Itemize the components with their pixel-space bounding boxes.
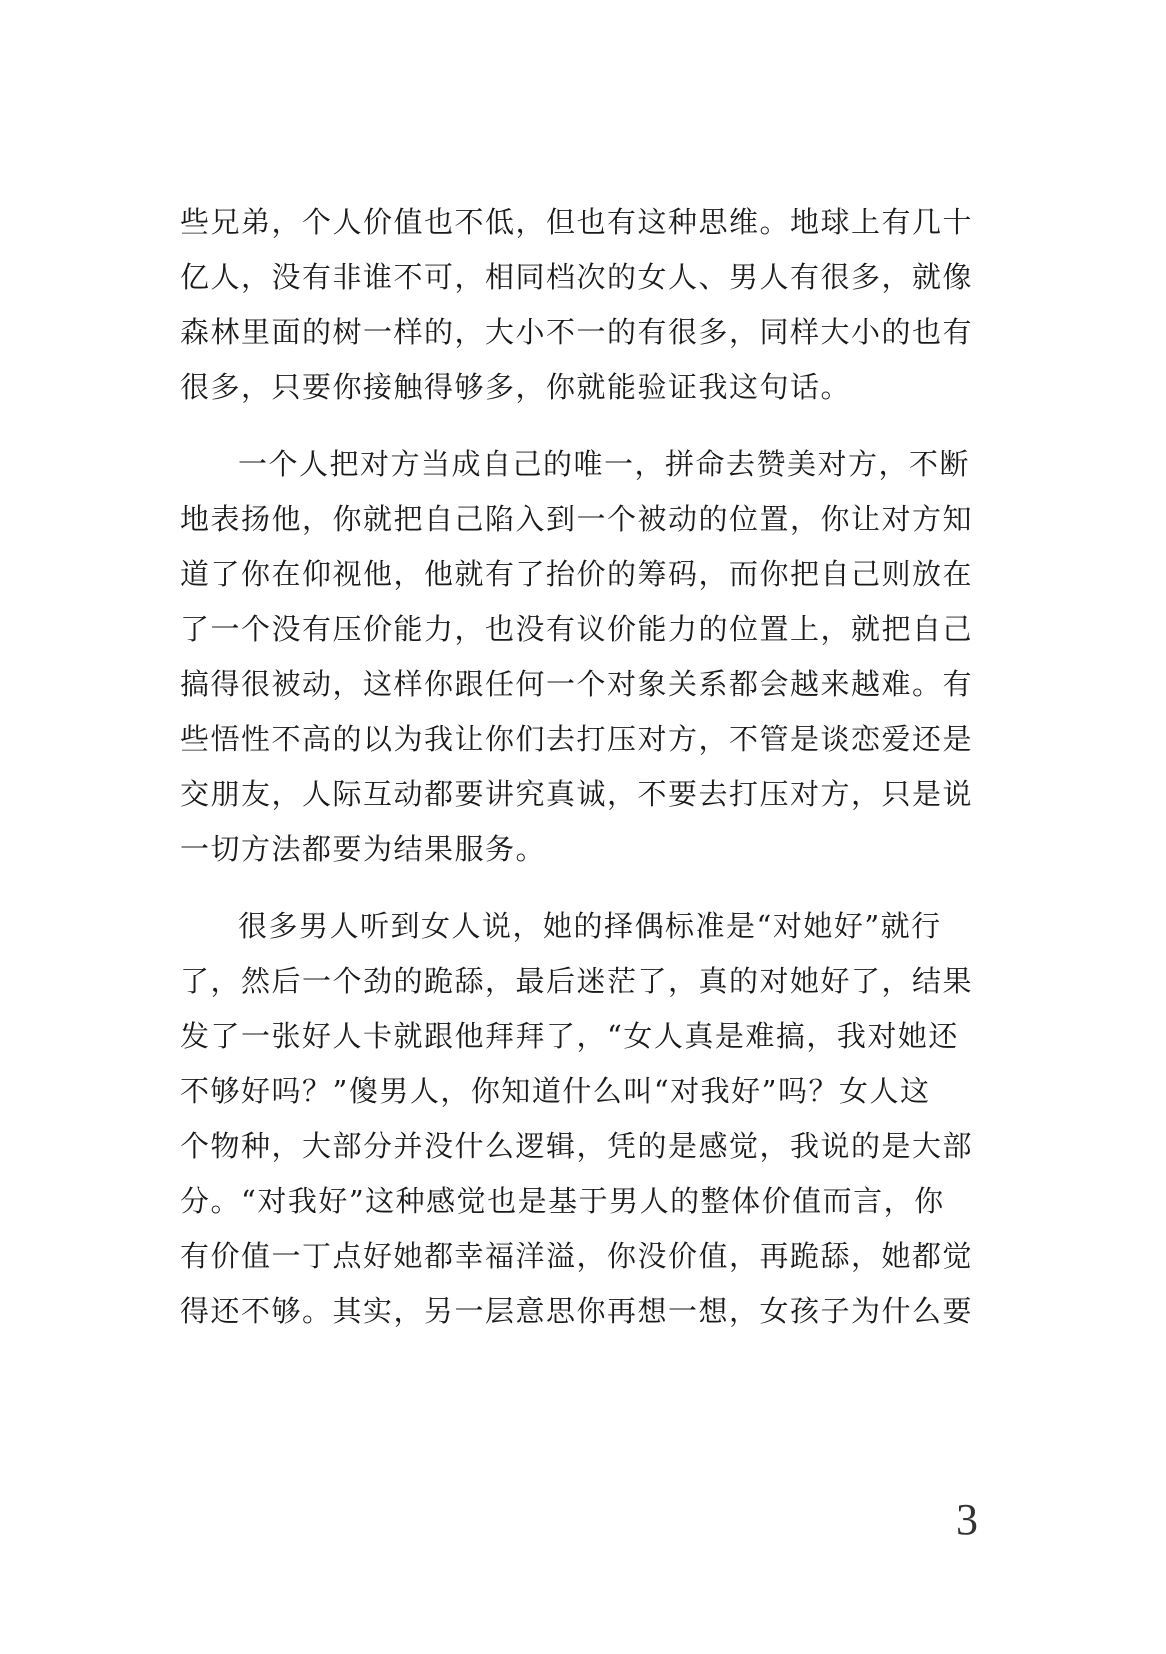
paragraph-2-line-4: 了一个没有压价能力，也没有议价能力的位置上，就把自己 bbox=[180, 612, 974, 646]
paragraph-3-line-3: 发了一张好人卡就跟他拜拜了，“女人真是难搞，我对她还 bbox=[180, 1019, 959, 1053]
page-number: 3 bbox=[956, 1495, 978, 1544]
paragraph-2-line-1: 一个人把对方当成自己的唯一，拼命去赞美对方，不断 bbox=[238, 447, 971, 481]
paragraph-1-line-4: 很多，只要你接触得够多，你就能验证我这句话。 bbox=[180, 370, 852, 404]
paragraph-3-line-2: 了，然后一个劲的跪舔，最后迷茫了，真的对她好了，结果 bbox=[180, 964, 974, 998]
paragraph-1-line-2: 亿人，没有非谁不可，相同档次的女人、男人有很多，就像 bbox=[180, 260, 974, 294]
paragraph-2-line-7: 交朋友，人际互动都要讲究真诚，不要去打压对方，只是说 bbox=[180, 777, 974, 811]
paragraph-1-line-1: 些兄弟，个人价值也不低，但也有这种思维。地球上有几十 bbox=[180, 205, 974, 239]
paragraph-2-line-5: 搞得很被动，这样你跟任何一个对象关系都会越来越难。有 bbox=[180, 667, 974, 701]
paragraph-2-line-2: 地表扬他，你就把自己陷入到一个被动的位置，你让对方知 bbox=[180, 502, 974, 536]
paragraph-2-line-8: 一切方法都要为结果服务。 bbox=[180, 832, 547, 866]
paragraph-2-line-6: 些悟性不高的以为我让你们去打压对方，不管是谈恋爱还是 bbox=[180, 722, 974, 756]
paragraph-3-line-1: 很多男人听到女人说，她的择偶标准是“对她好”就行 bbox=[238, 909, 942, 943]
paragraph-3-line-4: 不够好吗？”傻男人，你知道什么叫“对我好”吗？女人这 bbox=[180, 1074, 931, 1108]
paragraph-3-line-6: 分。“对我好”这种感觉也是基于男人的整体价值而言，你 bbox=[180, 1184, 945, 1218]
paragraph-3-line-5: 个物种，大部分并没什么逻辑，凭的是感觉，我说的是大部 bbox=[180, 1129, 974, 1163]
paragraph-3-line-8: 得还不够。其实，另一层意思你再想一想，女孩子为什么要 bbox=[180, 1294, 974, 1328]
paragraph-3-line-7: 有价值一丁点好她都幸福洋溢，你没价值，再跪舔，她都觉 bbox=[180, 1239, 974, 1273]
paragraph-2-line-3: 道了你在仰视他，他就有了抬价的筹码，而你把自己则放在 bbox=[180, 557, 974, 591]
paragraph-1-line-3: 森林里面的树一样的，大小不一的有很多，同样大小的也有 bbox=[180, 315, 974, 349]
